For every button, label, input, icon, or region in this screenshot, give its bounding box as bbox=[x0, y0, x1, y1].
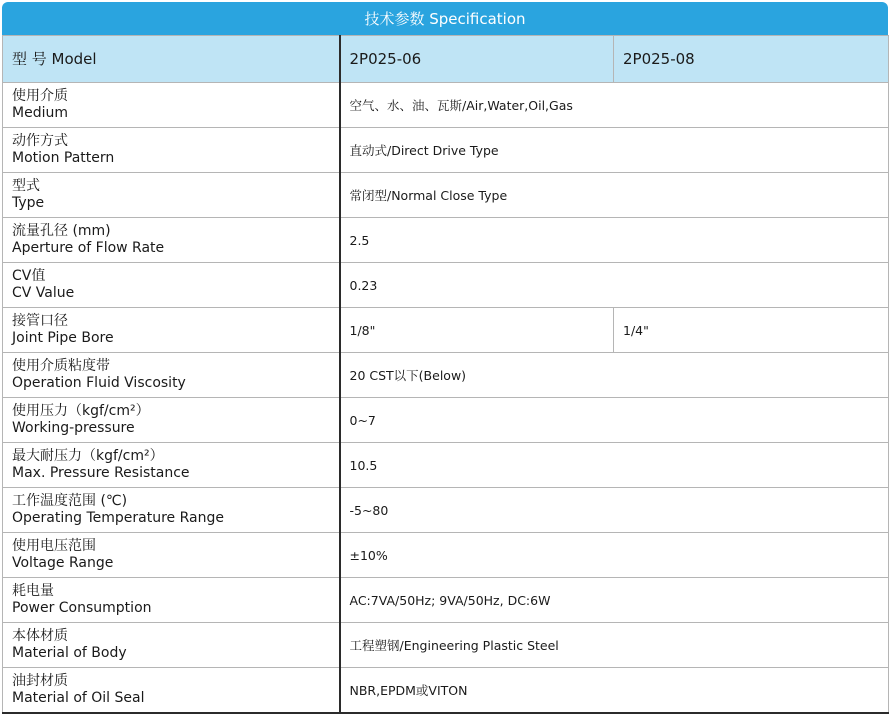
param-value: AC:7VA/50Hz; 9VA/50Hz, DC:6W bbox=[340, 578, 889, 623]
model-2p025-06: 2P025-06 bbox=[340, 36, 614, 83]
param-value: 直动式/Direct Drive Type bbox=[340, 128, 889, 173]
param-cell bbox=[3, 668, 340, 713]
param-label-cn: 本体材质 bbox=[12, 628, 68, 644]
model-label: 型 号 Model bbox=[3, 36, 340, 83]
param-value: ±10% bbox=[340, 533, 889, 578]
spec-row-temperature-range bbox=[3, 488, 889, 533]
param-label-cn: 流量孔径 (mm) bbox=[12, 223, 111, 239]
param-value: 工程塑钢/Engineering Plastic Steel bbox=[340, 623, 889, 668]
param-cell bbox=[3, 128, 340, 173]
param-cell bbox=[3, 353, 340, 398]
param-label-en: Joint Pipe Bore bbox=[12, 330, 114, 346]
param-cell bbox=[3, 443, 340, 488]
param-cell bbox=[3, 533, 340, 578]
param-cell bbox=[3, 218, 340, 263]
param-value: -5~80 bbox=[340, 488, 889, 533]
param-label-cn: 接管口径 bbox=[12, 313, 68, 329]
param-label-cn: 使用介质 bbox=[12, 88, 68, 104]
param-label-en: Material of Oil Seal bbox=[12, 689, 145, 706]
spec-title: 技术参数 Specification bbox=[2, 2, 888, 35]
param-label-en: Type bbox=[12, 195, 45, 211]
param-label-en: Operation Fluid Viscosity bbox=[12, 375, 186, 391]
param-value: 0.23 bbox=[340, 263, 889, 308]
param-value: 0~7 bbox=[340, 398, 889, 443]
param-cell bbox=[3, 308, 340, 353]
param-value: NBR,EPDM或VITON bbox=[340, 668, 889, 713]
param-label-en: Operating Temperature Range bbox=[12, 510, 224, 526]
param-cell bbox=[3, 263, 340, 308]
param-cell bbox=[3, 488, 340, 533]
param-value: 空气、水、油、瓦斯/Air,Water,Oil,Gas bbox=[340, 83, 889, 128]
model-2p025-08: 2P025-08 bbox=[614, 36, 889, 83]
spec-row-body-material bbox=[3, 623, 889, 668]
spec-row-max-pressure bbox=[3, 443, 889, 488]
param-label-en: Motion Pattern bbox=[12, 150, 115, 166]
param-value-2p025-06: 1/8" bbox=[340, 308, 614, 353]
param-value: 常闭型/Normal Close Type bbox=[340, 173, 889, 218]
param-label-en: Max. Pressure Resistance bbox=[12, 465, 190, 481]
param-value: 2.5 bbox=[340, 218, 889, 263]
param-label-en: Voltage Range bbox=[12, 555, 114, 571]
param-cell bbox=[3, 398, 340, 443]
param-label-cn: 使用介质粘度带 bbox=[12, 358, 110, 374]
param-cell bbox=[3, 623, 340, 668]
param-label-en: Medium bbox=[12, 105, 68, 121]
param-label-cn: 使用压力（kgf/cm²） bbox=[12, 403, 150, 419]
spec-row-viscosity bbox=[3, 353, 889, 398]
param-label-en: CV Value bbox=[12, 285, 75, 301]
param-value: 10.5 bbox=[340, 443, 889, 488]
param-label-cn: 型式 bbox=[12, 178, 40, 194]
spec-row-power-consumption bbox=[3, 578, 889, 623]
param-label-en: Working-pressure bbox=[12, 420, 135, 436]
param-cell bbox=[3, 173, 340, 218]
param-label-en: Power Consumption bbox=[12, 600, 152, 616]
spec-table bbox=[2, 35, 889, 714]
param-label-cn: 使用电压范围 bbox=[12, 538, 96, 554]
param-label-cn: CV值 bbox=[12, 268, 46, 284]
spec-row-type bbox=[3, 173, 889, 218]
model-header-row bbox=[3, 36, 889, 83]
spec-row-oil-seal-material bbox=[3, 668, 889, 713]
param-label-cn: 动作方式 bbox=[12, 133, 68, 149]
param-label-cn: 油封材质 bbox=[12, 672, 68, 689]
spec-row-flow-aperture bbox=[3, 218, 889, 263]
spec-row-motion-pattern bbox=[3, 128, 889, 173]
specification-sheet bbox=[2, 2, 888, 714]
spec-row-pipe-bore bbox=[3, 308, 889, 353]
param-label-cn: 工作温度范围 (℃) bbox=[12, 493, 128, 509]
spec-row-cv-value bbox=[3, 263, 889, 308]
param-cell bbox=[3, 83, 340, 128]
param-value-2p025-08: 1/4" bbox=[614, 308, 889, 353]
param-value: 20 CST以下(Below) bbox=[340, 353, 889, 398]
spec-row-working-pressure bbox=[3, 398, 889, 443]
param-cell bbox=[3, 578, 340, 623]
param-label-cn: 最大耐压力（kgf/cm²） bbox=[12, 448, 164, 464]
param-label-en: Material of Body bbox=[12, 645, 127, 661]
param-label-en: Aperture of Flow Rate bbox=[12, 240, 165, 256]
spec-row-voltage-range bbox=[3, 533, 889, 578]
spec-row-medium bbox=[3, 83, 889, 128]
param-label-cn: 耗电量 bbox=[12, 583, 54, 599]
